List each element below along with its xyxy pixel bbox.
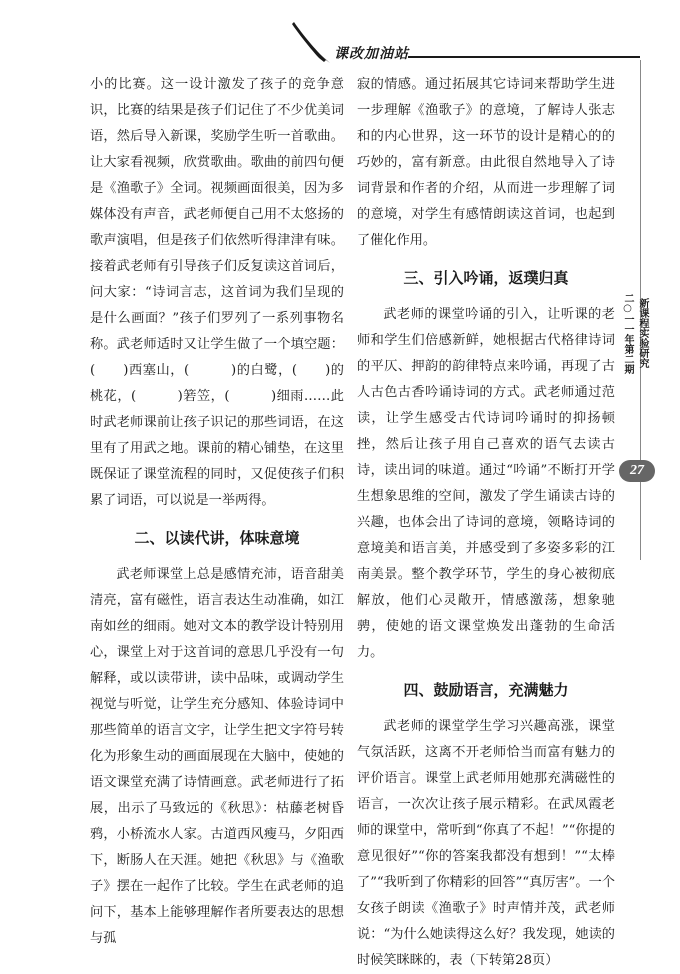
right-paragraph-1: 寂的情感。通过拓展其它诗词来帮助学生进一步理解《渔歌子》的意境，了解诗人张志和的内心世界，这一环节的设计是精心的的巧妙的，富有新意。由此很自然地导入了诗词背景和作者的介绍，从而进一步理解了词的意境，对学生有感情朗读这首词，也起到了催化作用。 [357,77,615,248]
journal-name: 新课程实验研究 [637,298,648,368]
heading-section-4: 四、鼓励语言，充满魅力 [403,681,569,699]
heading-section-2: 二、以读代讲，体味意境 [134,529,300,547]
section-header-title: 课改加油站 [334,46,409,62]
journal-sidebar [618,228,650,438]
heading-section-3: 三、引入吟诵，返璞归真 [403,269,569,287]
journal-issue: 二○一一年第二期 [622,292,633,374]
header-rule [408,56,640,58]
right-paragraph-3: 武老师的课堂学生学习兴趣高涨，课堂气氛活跃，这离不开老师恰当而富有魅力的评价语言。课堂上武老师用她那充满磁性的语言，一次次让孩子展示精彩。在武凤霞老师的课堂中，常听到“你真了不起！”“你提的意见很好”“你的答案我都没有想到！”“太棒了”“我听到了你精彩的回答”“真厉害”。一个女孩子朗读《渔歌子》时声情并茂，武老师说：“为什么她读得这么好？我发现，她读的时候笑眯眯的，表（下转第28页） [357,719,615,968]
right-column [357,72,615,974]
left-paragraph-1: 小的比赛。这一设计激发了孩子的竞争意识，比赛的结果是孩子们记住了不少优美词语，然后导入新课，奖励学生听一首歌曲。让大家看视频，欣赏歌曲。歌曲的前四句便是《渔歌子》全词。视频画面很美，因为多媒体没有声音，武老师便自己用不太悠扬的歌声演唱，但是孩子们依然听得津津有味。接着武老师有引导孩子们反复读这首词后，问大家：“诗词言志，这首词为我们呈现的是什么画面？”孩子们罗列了一系列事物名称。武老师适时又让学生做了一个填空题：( )西塞山，( )的白鹭，( )的桃花，( )箬笠，( )细雨……此时武老师课前让孩子识记的那些词语，在这里有了用武之地。课前的精心铺垫，在这里既保证了课堂流程的同时，又促使孩子们积累了词语，可以说是一举两得。 [90,77,344,508]
page-number: 27 [630,463,644,478]
left-paragraph-2: 武老师课堂上总是感情充沛，语音甜美清亮，富有磁性，语言表达生动准确，如江南如丝的细雨。她对文本的教学设计特别用心，课堂上对于这首词的意思几乎没有一句解释，或以读带讲，读中品味，或调动学生视觉与听觉，让学生充分感知、体验诗词中那些简单的语言文字，让学生把文字符号转化为形象生动的画面展现在大脑中，使她的语文课堂充满了诗情画意。武老师进行了拓展，出示了马致远的《秋思》：枯藤老树昏鸦，小桥流水人家。古道西风瘦马，夕阳西下，断肠人在天涯。她把《秋思》与《渔歌子》摆在一起作了比较。学生在武老师的追问下，基本上能够理解作者所要表达的思想与孤 [90,567,344,946]
right-paragraph-2: 武老师的课堂吟诵的引入，让听课的老师和学生们倍感新鲜，她根据古代格律诗词的平仄、押韵的韵律特点来吟诵，再现了古人古色古香吟诵诗词的方式。武老师通过范读，让学生感受古代诗词吟诵时的抑扬顿挫，然后让孩子用自己喜欢的语气去读古诗，读出词的味道。通过“吟诵”不断打开学生想象思维的空间，激发了学生诵读古诗的兴趣，也体会出了诗词的意境，领略诗词的意境美和语言美，并感受到了多姿多彩的江南美景。整个教学环节，学生的身心被彻底解放，他们心灵敞开，情感激荡，想象驰骋，使她的语文课堂焕发出蓬勃的生命活力。 [357,307,615,660]
brush-pen-icon [288,18,332,64]
left-column [90,72,344,952]
